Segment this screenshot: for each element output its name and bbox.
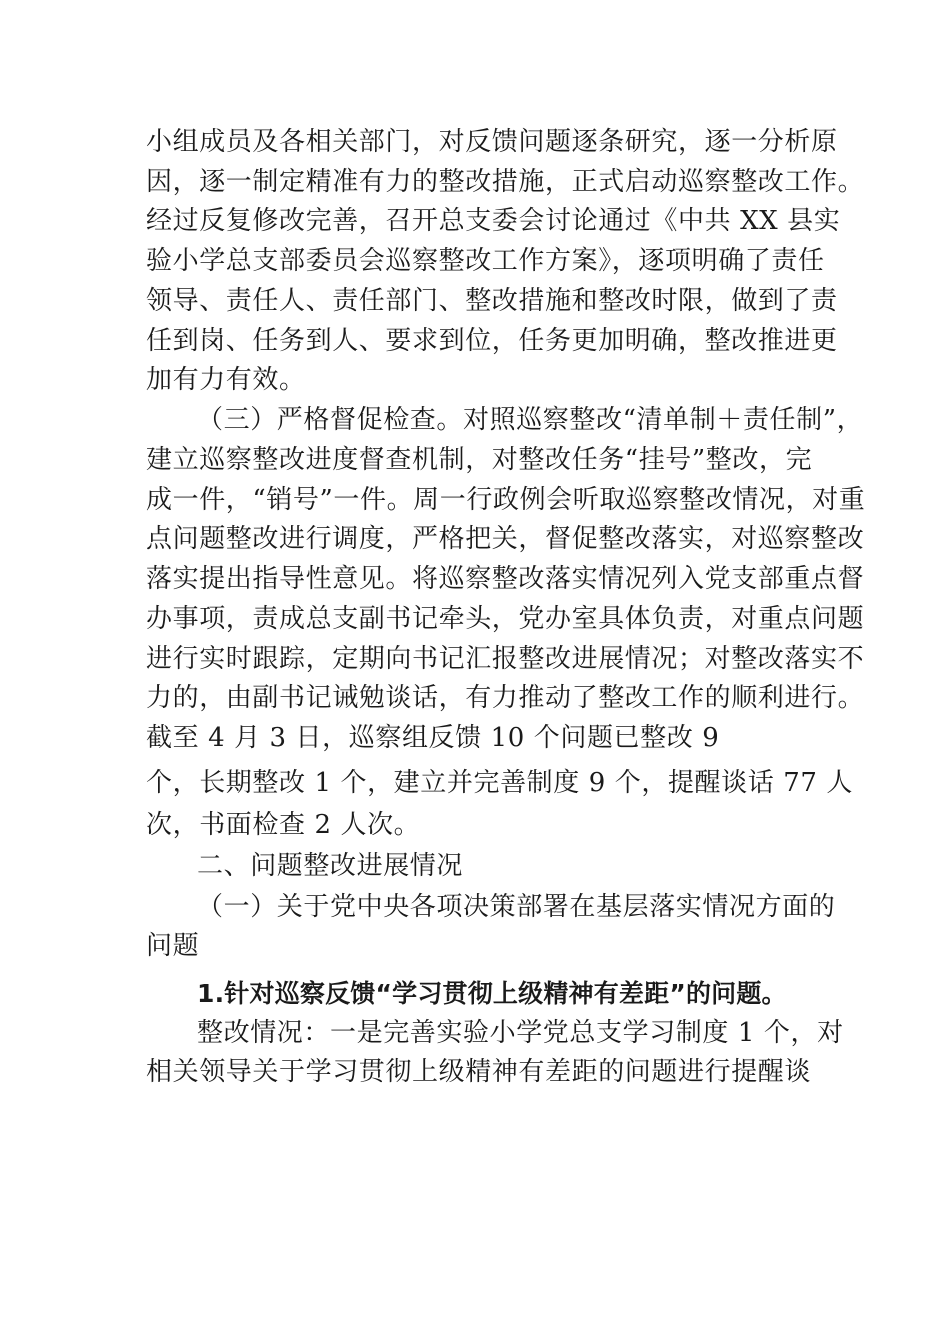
subsection-title: （一）关于党中央各项决策部署在基层落实情况方面的 — [197, 892, 836, 922]
paragraph-line: 进行实时跟踪，定期向书记汇报整改进展情况；对整改落实不 — [146, 644, 865, 674]
paragraph-line: 截至 4 月 3 日，巡察组反馈 10 个问题已整改 9 — [146, 723, 720, 753]
paragraph-line: 领导、责任人、责任部门、整改措施和整改时限，做到了责 — [146, 286, 838, 316]
paragraph-line: 力的，由副书记诫勉谈话，有力推动了整改工作的顺利进行。 — [146, 683, 865, 713]
paragraph-line: 因，逐一制定精准有力的整改措施，正式启动巡察整改工作。 — [146, 167, 865, 197]
paragraph-line: 加有力有效。 — [146, 365, 306, 395]
paragraph-line: 次，书面检查 2 人次。 — [146, 810, 421, 840]
paragraph-line: 个，长期整改 1 个，建立并完善制度 9 个，提醒谈话 77 人 — [146, 768, 853, 798]
paragraph-line: 点问题整改进行调度，严格把关，督促整改落实，对巡察整改 — [146, 524, 865, 554]
section-title-progress: 二、问题整改进展情况 — [197, 851, 464, 881]
paragraph-line: 建立巡察整改进度督查机制，对整改任务“挂号”整改，完 — [146, 445, 813, 475]
paragraph-line: 办事项，责成总支副书记牵头，党办室具体负责，对重点问题 — [146, 604, 865, 634]
paragraph-line: 小组成员及各相关部门，对反馈问题逐条研究，逐一分析原 — [146, 127, 838, 157]
paragraph-line: 落实提出指导性意见。将巡察整改落实情况列入党支部重点督 — [146, 564, 865, 594]
paragraph-line: 验小学总支部委员会巡察整改工作方案》，逐项明确了责任 — [146, 246, 825, 276]
paragraph-line: 相关领导关于学习贯彻上级精神有差距的问题进行提醒谈 — [146, 1057, 812, 1087]
paragraph-line: 任到岗、任务到人、要求到位，任务更加明确，整改推进更 — [146, 326, 838, 356]
item-heading-bold: 1.针对巡察反馈“学习贯彻上级精神有差距”的问题。 — [197, 979, 787, 1008]
paragraph-line: 问题 — [146, 931, 200, 961]
paragraph-line: 成一件，“销号”一件。周一行政例会听取巡察整改情况，对重 — [146, 485, 866, 515]
paragraph-line: 经过反复修改完善，召开总支委会讨论通过《中共 XX 县实 — [146, 206, 841, 236]
paragraph-line: 整改情况：一是完善实验小学党总支学习制度 1 个，对 — [197, 1018, 844, 1048]
section-heading-supervision: （三）严格督促检查。对照巡察整改“清单制＋责任制”， — [197, 405, 864, 435]
